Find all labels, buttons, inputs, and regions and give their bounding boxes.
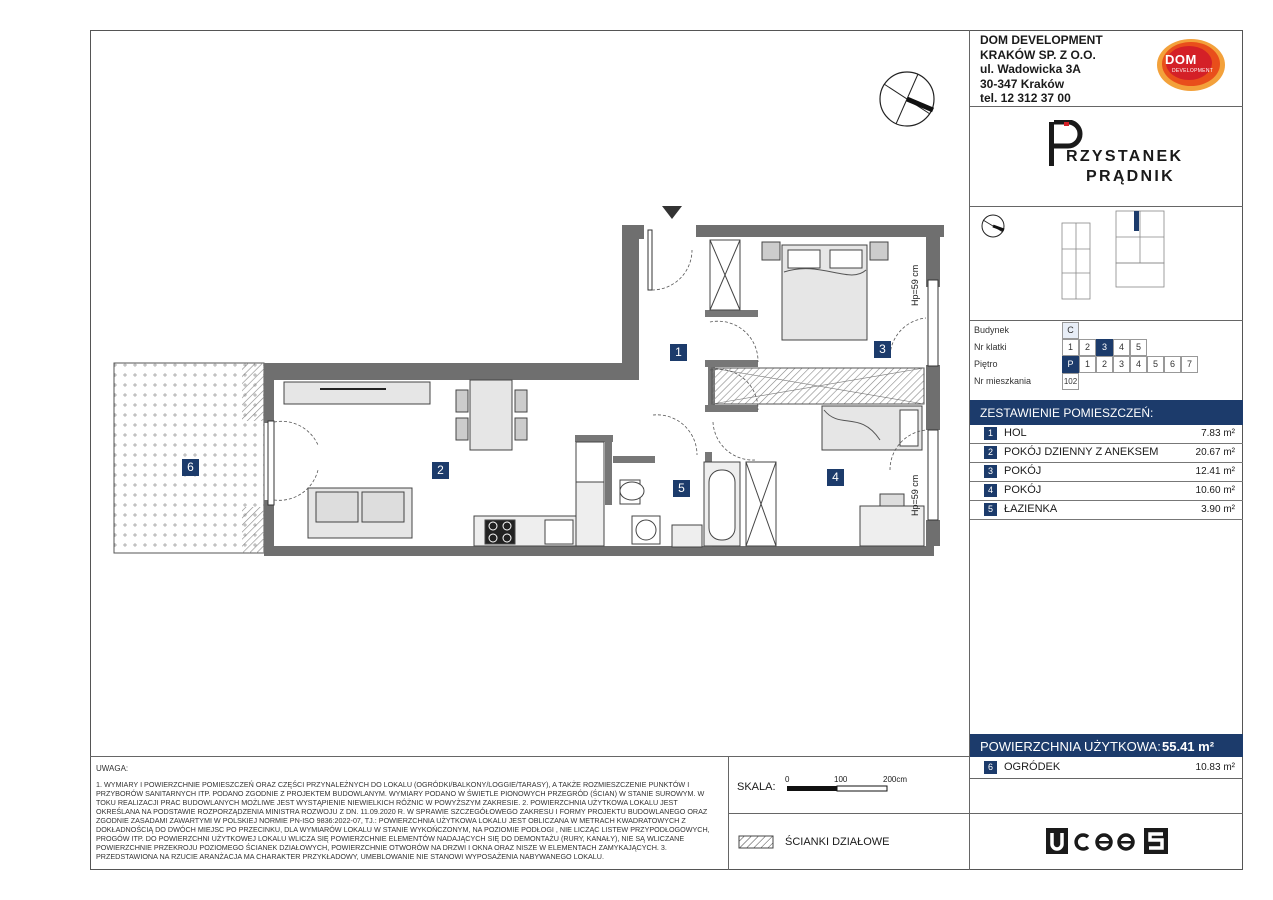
legend-label: ŚCIANKI DZIAŁOWE <box>785 836 890 848</box>
room-name: POKÓJ DZIENNY Z ANEKSEM <box>1004 446 1159 458</box>
room-row <box>970 482 1243 501</box>
room-name: HOL <box>1004 427 1027 439</box>
pietra-cell: 3 <box>1113 356 1130 373</box>
room-area: 3.90 m² <box>1201 504 1235 515</box>
pietra-cell: 7 <box>1181 356 1198 373</box>
ucees-logo <box>1046 828 1170 856</box>
klatki-cell: 4 <box>1113 339 1130 356</box>
total-area-label: POWIERZCHNIA UŻYTKOWA: <box>980 739 1161 754</box>
total-area-bar <box>970 734 1243 757</box>
plan-label-5: 5 <box>673 480 690 497</box>
room-name: POKÓJ <box>1004 465 1042 477</box>
room-row <box>970 463 1243 482</box>
project-name-line1: RZYSTANEK <box>1066 148 1184 165</box>
keyplan-divider <box>969 320 1243 321</box>
room-name: ŁAZIENKA <box>1004 503 1058 515</box>
company-divider <box>969 106 1243 107</box>
klatki-cell: 1 <box>1062 339 1079 356</box>
room-number: 3 <box>984 465 997 478</box>
pietra-cell: 2 <box>1096 356 1113 373</box>
room-area: 7.83 m² <box>1201 428 1235 439</box>
terrace-garden <box>114 363 264 553</box>
notes-divider <box>90 756 970 757</box>
pietra-cell: 1 <box>1079 356 1096 373</box>
north-compass-icon <box>878 70 936 128</box>
dom-logo-subtext: DEVELOPMENT <box>1172 68 1214 74</box>
notes-title: UWAGA: <box>96 764 129 773</box>
scale-tick-0: 0 <box>785 775 790 784</box>
room-area: 12.41 m² <box>1195 466 1235 477</box>
pietro-label: Piętro <box>974 359 998 369</box>
plan-label-1: 1 <box>670 344 687 361</box>
key-plan-thumbnail <box>1058 209 1170 303</box>
entrance-arrow-icon <box>662 206 682 219</box>
budynek-label: Budynek <box>974 325 1010 335</box>
room-number: 2 <box>984 446 997 459</box>
garden-number: 6 <box>984 761 997 774</box>
plan-label-4: 4 <box>827 469 844 486</box>
dom-logo-text: DOM <box>1165 52 1197 67</box>
project-name-line2: PRĄDNIK <box>1086 168 1175 185</box>
brand-divider <box>969 206 1243 207</box>
plan-label-6: 6 <box>182 459 199 476</box>
rooms-summary-header: ZESTAWIENIE POMIESZCZEŃ: <box>970 400 1243 425</box>
company-address <box>980 33 1103 106</box>
scale-legend-divider <box>728 813 1243 814</box>
company-name-1: DOM DEVELOPMENT <box>980 33 1103 47</box>
window-sill-height-2: Hp=59 cm <box>910 474 920 516</box>
mieszkanie-value: 102 <box>1062 373 1079 390</box>
pietra-cell: 5 <box>1147 356 1164 373</box>
window-sill-height-1: Hp=59 cm <box>910 264 920 306</box>
living-furniture <box>284 380 527 538</box>
budynek-value: C <box>1062 322 1079 339</box>
scale-bar <box>786 785 890 793</box>
notes-text: 1. WYMIARY I POWIERZCHNIE POMIESZCZEŃ ORAZ CZĘŚCI PRZYNALEŻNYCH DO LOKALU (OGRÓDKI/BALKONY/LOGGIE/TARASY), A TAKŻE ROZMIESZCZENIE PUNKTÓW I PRZYBORÓW SANITARNYCH ITP. PODANO ZGODNIE Z PROJEKTEM BUDOWLANYM. WYMIARY PODANO W ŚWIETLE PIONOWYCH PRZEGRÓD (ŚCIAN) W STANIE SUROWYM. W TOKU REALIZACJI PRAC BUDOWLANYCH MOŻLIWE JEST WYSTĄPIENIE NIEWIELKICH RÓŻNIC W POWYŻSZYM ZAKRESIE. 2. POWIERZCHNIA UŻYTKOWA LOKALU JEST OKREŚLANA NA PODSTAWIE ROZPORZĄDZENIA MINISTRA ROZWOJU Z DN. 11.09.2020 R. W SPRAWIE SZCZEGÓŁOWEGO ZAKRESU I FORMY PROJEKTU BUDOWLANEGO ORAZ ZGODNIE ZASADAMI ZAWARTYMI W POLSKIEJ NORMIE PN-ISO 9836:2022-07, TJ.: POWIERZCHNIA UŻYTKOWA LOKALU JEST OBLICZANA W METRACH KWADRATOWYCH Z DOKŁADNOŚCIĄ DO DWÓCH MIEJSC PO PRZECINKU, DLA WYMIARÓW LOKALU W STANIE WYKOŃCZONYM, NA POZIOMIE PODŁOGI , NIE LICZĄC LISTEW PRZYPODŁOGOWYCH, PROGÓW ITP. DO POWIERZCHNI UŻYTKOWEJ LOKALU WLICZA SIĘ POWIERZCHNIE ELEMENTÓW NADAJĄCYCH SIĘ DO DEMONTAŻU (RURY, KANAŁY), NIE SĄ WLICZANE POWIERZCHNIE PRZEKROJU POZIOMEGO ŚCIANEK DZIAŁOWYCH, POWIERZCHNIE OTWORÓW NA DRZWI I OKNA ORAZ NISZE W ELEMENTACH ZAMYKAJĄCYCH. 3. PRZEDSTAWIONA NA RZUCIE ARANŻACJA MA CHARAKTER PRZYKŁADOWY, UMEBLOWANIE NIE STANOWI WYPOSAŻENIA NABYWANEGO LOKALU. <box>96 780 710 861</box>
bedroom3-furniture <box>710 240 888 340</box>
room-area: 10.60 m² <box>1195 485 1235 496</box>
pietra-cell: 6 <box>1164 356 1181 373</box>
klatki-cell: 3 <box>1096 339 1113 356</box>
plan-label-3: 3 <box>874 341 891 358</box>
room-number: 4 <box>984 484 997 497</box>
garden-row <box>970 759 1243 778</box>
plan-label-2: 2 <box>432 462 449 479</box>
room-row <box>970 444 1243 463</box>
mieszkanie-label: Nr mieszkania <box>974 376 1032 386</box>
partition-wall-hatch-icon <box>738 835 774 849</box>
room-name: POKÓJ <box>1004 484 1042 496</box>
klatki-cell: 2 <box>1079 339 1096 356</box>
floor-plan <box>100 200 960 570</box>
klatki-cell: 5 <box>1130 339 1147 356</box>
room-number: 1 <box>984 427 997 440</box>
company-street: ul. Wadowicka 3A <box>980 62 1081 76</box>
room-row <box>970 425 1243 444</box>
scale-label: SKALA: <box>737 781 776 793</box>
scale-tick-100: 100 <box>834 775 848 784</box>
scale-tick-200: 200cm <box>883 775 908 784</box>
total-area-value: 55.41 m² <box>1162 739 1215 754</box>
pietra-cell: P <box>1062 356 1079 373</box>
company-phone: tel. 12 312 37 00 <box>980 91 1071 105</box>
pietra-cell: 4 <box>1130 356 1147 373</box>
garden-area: 10.83 m² <box>1195 762 1235 773</box>
garden-name: OGRÓDEK <box>1004 761 1061 773</box>
klatka-label: Nr klatki <box>974 342 1007 352</box>
garden-divider <box>969 778 1243 779</box>
room-area: 20.67 m² <box>1195 447 1235 458</box>
room-row <box>970 501 1243 520</box>
company-city: 30-347 Kraków <box>980 76 1065 91</box>
room-number: 5 <box>984 503 997 516</box>
company-name-2: KRAKÓW SP. Z O.O. <box>980 47 1096 62</box>
key-plan-compass-icon <box>980 213 1006 239</box>
